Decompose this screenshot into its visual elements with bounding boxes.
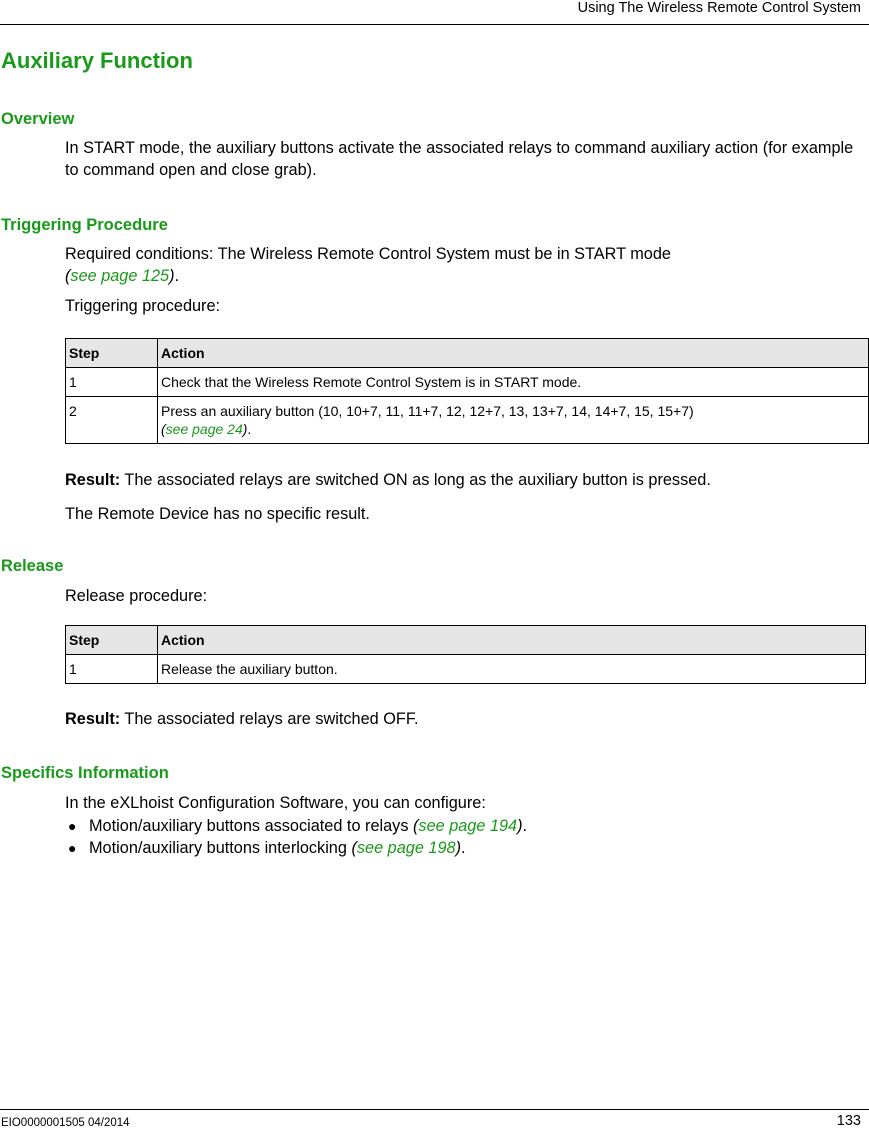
step-number: 2 — [66, 397, 158, 444]
running-header: Using The Wireless Remote Control System — [577, 0, 861, 16]
step-action-text: Press an auxiliary button (10, 10+7, 11, 11+7, 12, 12+7, 13, 13+7, 14, 14+7, 15, 15+7) — [161, 403, 694, 419]
step-action: Press an auxiliary button (10, 10+7, 11, 11+7, 12, 12+7, 13, 13+7, 14, 14+7, 15, 15+7) (see page 24). — [158, 397, 869, 444]
specifics-heading: Specifics Information — [1, 764, 169, 782]
overview-heading: Overview — [1, 110, 75, 128]
release-intro: Release procedure: — [65, 587, 208, 605]
result-text: The associated relays are switched ON as long as the auxiliary button is pressed. — [124, 471, 711, 489]
list-item-page-link[interactable]: see page 198 — [356, 839, 456, 857]
list-item-text: Motion/auxiliary buttons interlocking — [89, 839, 347, 857]
conditions-text: Required conditions: The Wireless Remote Control System must be in START mode — [65, 245, 671, 263]
release-steps-table — [65, 625, 866, 684]
table-row — [66, 397, 869, 444]
list-item: ● Motion/auxiliary buttons associated to relays (see page 194). — [68, 817, 528, 835]
step-action: Release the auxiliary button. — [158, 655, 866, 684]
bullet-icon: ● — [68, 840, 77, 856]
list-item: ● Motion/auxiliary buttons interlocking (see page 198). — [68, 839, 466, 857]
conditions-page-link[interactable]: see page 125 — [70, 267, 170, 285]
column-header-action: Action — [158, 339, 869, 368]
footer-divider — [0, 1109, 869, 1110]
page-title: Auxiliary Function — [1, 48, 193, 73]
triggering-steps-table — [65, 338, 869, 444]
overview-text: In START mode, the auxiliary buttons activate the associated relays to command auxiliary action (for example to command open and close grab). — [65, 139, 854, 179]
list-item-page-link[interactable]: see page 194 — [418, 817, 518, 835]
step-action: Check that the Wireless Remote Control System is in START mode. — [158, 368, 869, 397]
table-header-row — [66, 339, 869, 368]
result-label: Result: — [65, 471, 121, 489]
remote-device-note: The Remote Device has no specific result. — [65, 505, 370, 523]
triggering-conditions: Required conditions: The Wireless Remote Control System must be in START mode (see page 125). — [65, 245, 671, 285]
specifics-list — [65, 815, 527, 859]
release-heading: Release — [1, 557, 64, 575]
header-divider — [0, 24, 869, 25]
triggering-result — [65, 469, 865, 491]
table-row — [66, 655, 866, 684]
bullet-icon: ● — [68, 818, 77, 834]
triggering-heading: Triggering Procedure — [1, 216, 168, 234]
step-number: 1 — [66, 655, 158, 684]
page-number: 133 — [836, 1113, 861, 1129]
release-result — [65, 708, 865, 730]
table-header-row — [66, 626, 866, 655]
result-label: Result: — [65, 710, 121, 728]
table-row — [66, 368, 869, 397]
document-reference: EIO0000001505 04/2014 — [1, 1117, 130, 1129]
column-header-action: Action — [158, 626, 866, 655]
column-header-step: Step — [66, 339, 158, 368]
result-text: The associated relays are switched OFF. — [124, 710, 419, 728]
list-item-text: Motion/auxiliary buttons associated to relays — [89, 817, 409, 835]
step-number: 1 — [66, 368, 158, 397]
specifics-intro: In the eXLhoist Configuration Software, you can configure: — [65, 794, 486, 812]
step-page-link[interactable]: see page 24 — [165, 421, 243, 437]
column-header-step: Step — [66, 626, 158, 655]
triggering-intro: Triggering procedure: — [65, 297, 221, 315]
